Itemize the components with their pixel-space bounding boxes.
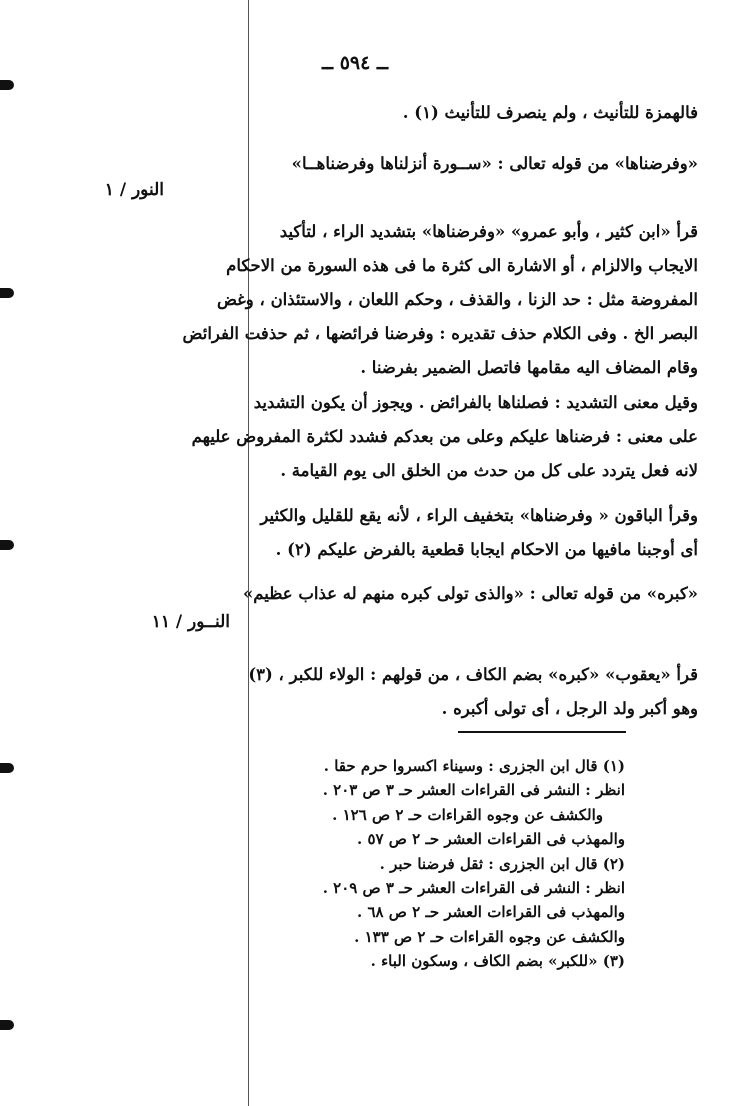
margin-mark (0, 1020, 14, 1030)
text-line: لانه فعل يتردد على كل من حدث من الخلق الى يوم القيامة . (280, 461, 698, 480)
text-line: وقرأ الباقون « وفرضناها» بتخفيف الراء ، لأنه يقع للقليل والكثير (260, 506, 698, 525)
margin-mark (0, 80, 14, 90)
section1-reference: النور / ١ (104, 180, 164, 200)
footnote-line: انظر : النشر فى القراءات العشر حـ ٣ ص ٢٠٩ . (322, 878, 625, 897)
footnotes (323, 754, 625, 974)
footnote-line: (٢) قال ابن الجزرى : ثقل فرضنا حبر . (379, 854, 625, 873)
verse-heading: «وفرضناها» من قوله تعالى : «ســورة أنزلناها وفرضناهــا» (291, 154, 698, 173)
margin-mark (0, 763, 14, 773)
footnote-line: والمهذب فى القراءات العشر حـ ٢ ص ٦٨ . (357, 903, 625, 922)
footnote-line: والمهذب فى القراءات العشر حـ ٢ ص ٥٧ . (357, 830, 625, 849)
text-line: قرأ «يعقوب» «كبره» بضم الكاف ، من قولهم : الولاء للكبر ، (٣) (248, 665, 698, 684)
text-line: فالهمزة للتأنيث ، ولم ينصرف للتأنيث (١) . (402, 103, 698, 122)
text-line: وهو أكبر ولد الرجل ، أى تولى أكبره . (441, 699, 698, 718)
footnote-line: (٣) «للكبر» بضم الكاف ، وسكون الباء . (370, 952, 625, 971)
text-line: وقام المضاف اليه مقامها فاتصل الضمير بفرضنا . (360, 358, 698, 377)
verse-heading: «كبره» من قوله تعالى : «والذى تولى كبره منهم له عذاب عظيم» (242, 584, 698, 603)
footnote-line: (١) قال ابن الجزرى : وسيناء اكسروا حرم حقا . (323, 757, 625, 775)
text-line: على معنى : فرضناها عليكم وعلى من بعدكم فشدد لكثرة المفروض عليهم (191, 427, 698, 446)
section1-heading (292, 147, 698, 181)
text-line: الايجاب والالزام ، أو الاشارة الى كثرة ما فى هذه السورة من الاحكام (226, 256, 698, 275)
scan-fold-line (248, 0, 249, 1106)
text-line: قرأ «ابن كثير ، وأبو عمرو» «وفرضناها» بتشديد الراء ، لتأكيد (279, 222, 698, 241)
footnote-separator (458, 731, 626, 733)
section1-paragraph1 (183, 215, 698, 385)
text-line: المفروضة مثل : حد الزنا ، والقذف ، وحكم اللعان ، والاستئذان ، وغض (216, 290, 698, 309)
intro-paragraph (403, 96, 698, 130)
footnote-line: والكشف عن وجوه القراءات حـ ٢ ص ١٢٦ . (332, 805, 603, 824)
section1-paragraph3 (260, 499, 698, 567)
section2-heading (243, 577, 698, 611)
text-line: وقيل معنى التشديد : فصلناها بالفرائض . ويجوز أن يكون التشديد (253, 393, 698, 412)
page-number: ــ ٥٩٤ ــ (321, 52, 389, 74)
text-line: البصر الخ . وفى الكلام حذف تقديره : وفرضنا فرائضها ، ثم حذفت الفرائض (182, 324, 698, 343)
margin-mark (0, 288, 14, 298)
section2-paragraph (248, 658, 698, 726)
footnote-line: انظر : النشر فى القراءات العشر حـ ٣ ص ٢٠٣ . (322, 781, 625, 800)
section1-paragraph2 (192, 386, 698, 488)
footnote-line: والكشف عن وجوه القراءات حـ ٢ ص ١٣٣ . (354, 927, 625, 946)
margin-mark (0, 540, 14, 550)
section2-reference: النــور / ١١ (151, 612, 230, 632)
text-line: أى أوجبنا مافيها من الاحكام ايجابا قطعية بالفرض عليكم (٢) . (275, 540, 698, 559)
